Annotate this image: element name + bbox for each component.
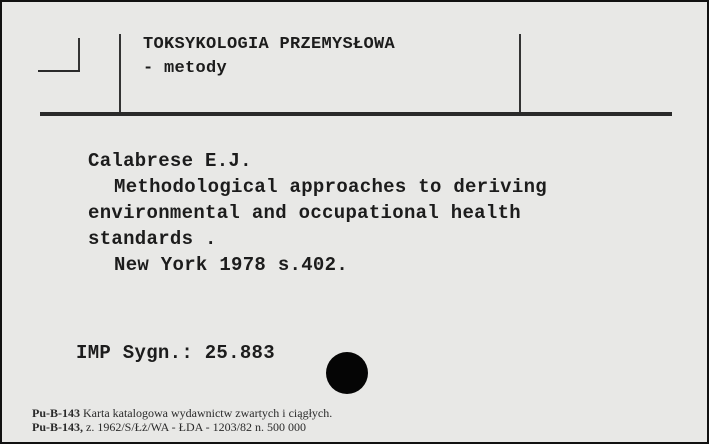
footer-code-1: Pu-B-143 (32, 406, 80, 420)
footer-text-1: Karta katalogowa wydawnictw zwartych i ciągłych. (83, 406, 333, 420)
header-rule (40, 112, 672, 116)
call-number: IMP Sygn.: 25.883 (76, 342, 275, 364)
footer-text-2: z. 1962/S/Łż/WA - ŁDA - 1203/82 n. 500 000 (86, 420, 306, 434)
subject-heading-line2: - metody (143, 59, 228, 78)
punch-hole (326, 352, 368, 394)
footer-line2 (32, 420, 306, 435)
subject-heading-line1: TOKSYKOLOGIA PRZEMYSŁOWA (143, 35, 396, 54)
entry-author: Calabrese E.J. (88, 150, 252, 172)
header-divider-right (519, 34, 521, 112)
entry-title-line2: environmental and occupational health (88, 202, 521, 224)
header-divider-left (119, 34, 121, 112)
entry-title-line1: Methodological approaches to deriving (114, 176, 547, 198)
footer-line1 (32, 406, 332, 421)
corner-bracket-vertical (78, 38, 80, 72)
corner-bracket-horizontal (38, 70, 80, 72)
entry-title-line3: standards . (88, 228, 217, 250)
footer-code-2: Pu-B-143, (32, 420, 83, 434)
entry-imprint: New York 1978 s.402. (114, 254, 349, 276)
